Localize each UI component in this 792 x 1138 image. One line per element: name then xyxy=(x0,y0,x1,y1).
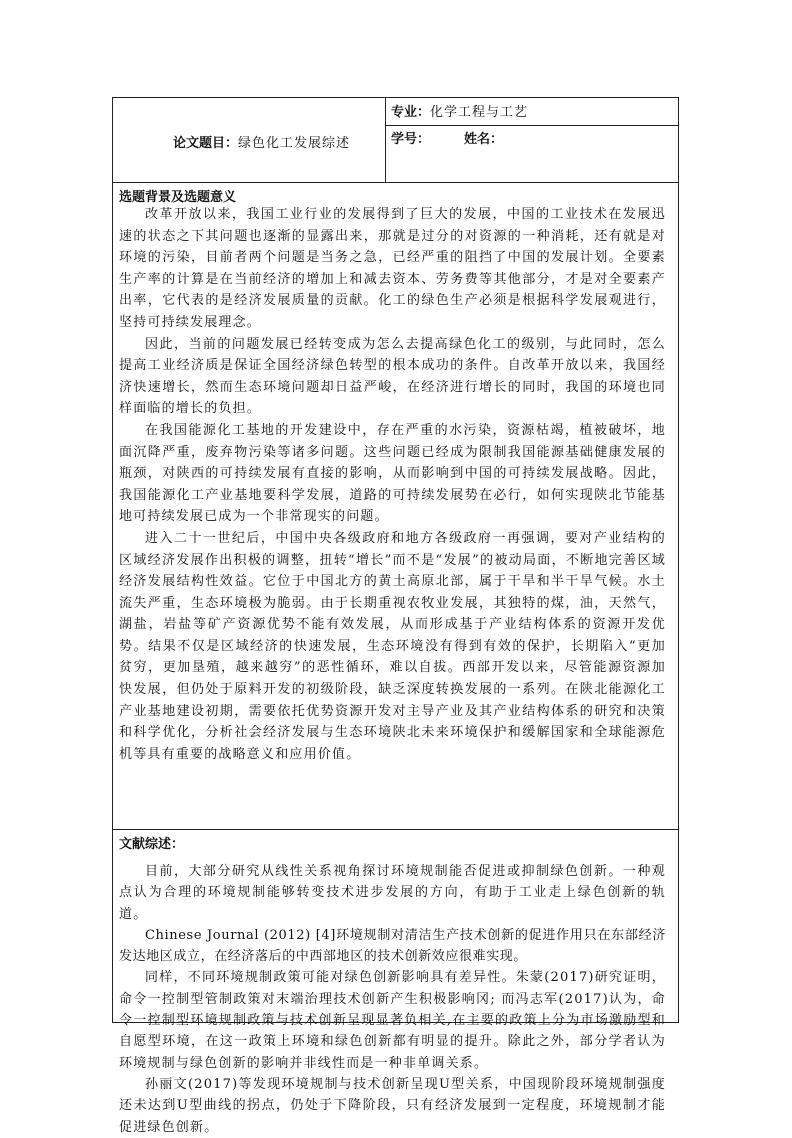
title-cell xyxy=(113,98,386,182)
student-info-cell xyxy=(385,98,678,182)
background-paragraph: 改革开放以来，我国工业行业的发展得到了巨大的发展，中国的工业技术在发展迅速的状态之下其问题也逐渐的显露出来，那就是过分的对资源的一种消耗，还有就是对环境的污染，目前者两个问题是当务之急，已经严重的阻挡了中国的发展计划。全要素生产率的计算是在当前经济的增加上和减去资本、劳务费等其他部分，才是对全要素产出率，它代表的是经济发展质量的贡献。化工的绿色生产必须是根据科学发展观进行，坚持可持续发展理念。 xyxy=(119,207,666,330)
background-body xyxy=(119,204,666,765)
thesis-title xyxy=(173,132,350,151)
name-label: 姓名： xyxy=(464,132,504,147)
major-row xyxy=(385,98,678,126)
literature-review-body xyxy=(119,861,666,1138)
thesis-title-value: 绿色化工发展综述 xyxy=(238,136,351,151)
review-paragraph: 目前，大部分研究从线性关系视角探讨环境规制能否促进或抑制绿色创新。一种观点认为合理的环境规制能够转变技术进步发展的方向，有助于工业走上绿色创新的轨道。 xyxy=(119,864,666,922)
student-id-label: 学号： xyxy=(391,132,431,147)
major-value: 化学工程与工艺 xyxy=(430,105,529,120)
review-paragraph: Chinese Journal (2012) [4]环境规制对清洁生产技术创新的促进作用只在东部经济发达地区成立，在经济落后的中西部地区的技术创新效应很难实现。 xyxy=(119,927,666,965)
literature-review-heading: 文献综述： xyxy=(119,837,185,852)
form-header xyxy=(113,98,678,183)
major xyxy=(391,101,528,120)
background-paragraph: 因此，当前的问题发展已经转变成为怎么去提高绿色化工的级别，与此同时，怎么提高工业经济质是保证全国经济绿色转型的根本成功的条件。自改革开放以来，我国经济快速增长，然而生态环境问题却日益严峻，在经济进行增长的同时，我国的环境也同样面临的增长的负担。 xyxy=(119,336,666,417)
student-id-name-row xyxy=(391,128,503,147)
background-paragraph: 进入二十一世纪后，中国中央各级政府和地方各级政府一再强调，要对产业结构的区域经济发展作出积极的调整，扭转“增长”而不是“发展”的被动局面，不断地完善区域经济发展结构性效益。它位于中国北方的黄土高原北部，属于干旱和半干旱气候。水土流失严重，生态环境极为脆弱。由于长期重视农牧业发展，其独特的煤，油，天然气，湖盐，岩盐等矿产资源优势不能有效发展，从而形成基于产业结构体系的资源开发优势。结果不仅是区域经济的快速发展，生态环境没有得到有效的保护，长期陷入“更加贫穷，更加垦殖，越来越穷”的恶性循环，难以自拔。西部开发以来，尽管能源资源加快发展，但仍处于原料开发的初级阶段，缺乏深度转换发展的一系列。在陕北能源化工产业基地建设初期，需要依托优势资源开发对主导产业及其产业结构体系的研究和决策和科学优化，分析社会经济发展与生态环境陕北未来环境保护和缓解国家和全球能源危机等具有重要的战略意义和应用价值。 xyxy=(119,530,666,762)
background-paragraph: 在我国能源化工基地的开发建设中，存在严重的水污染，资源枯竭，植被破坏，地面沉降严重，废弃物污染等诸多问题。这些问题已经成为限制我国能源基础健康发展的瓶颈，对陕西的可持续发展有直接的影响，从而影响到中国的可持续发展战略。因此，我国能源化工产业基地要科学发展，道路的可持续发展势在必行，如何实现陕北节能基地可持续发展已成为一个非常现实的问题。 xyxy=(119,422,666,525)
major-label: 专业： xyxy=(391,105,431,120)
review-paragraph: 孙丽文(2017)等发现环境规制与技术创新呈现U型关系，中国现阶段环境规制强度还未达到U型曲线的拐点，仍处于下降阶段，只有经济发展到一定程度，环境规制才能促进绿色创新。 xyxy=(119,1076,666,1135)
proposal-form-table xyxy=(112,97,679,1135)
background-heading: 选题背景及选题意义 xyxy=(119,190,237,205)
literature-review-section xyxy=(113,829,678,1135)
thesis-title-label: 论文题目： xyxy=(173,136,239,151)
background-section xyxy=(113,182,678,830)
review-paragraph: 同样，不同环境规制政策可能对绿色创新影响具有差异性。朱蒙(2017)研究证明，命令一控制型管制政策对末端治理技术创新产生积极影响冈; 而冯志军(2017)认为，命令一控制型环境规制政策与技术创新呈现显著负相关,在主要的政策上分为市场激励型和自愿型环境，在这一政策上环境和绿色创新都有明显的提升。除此之外，部分学者认为环境规制与绿色创新的影响并非线性而是一种非单调关系。 xyxy=(119,970,666,1071)
